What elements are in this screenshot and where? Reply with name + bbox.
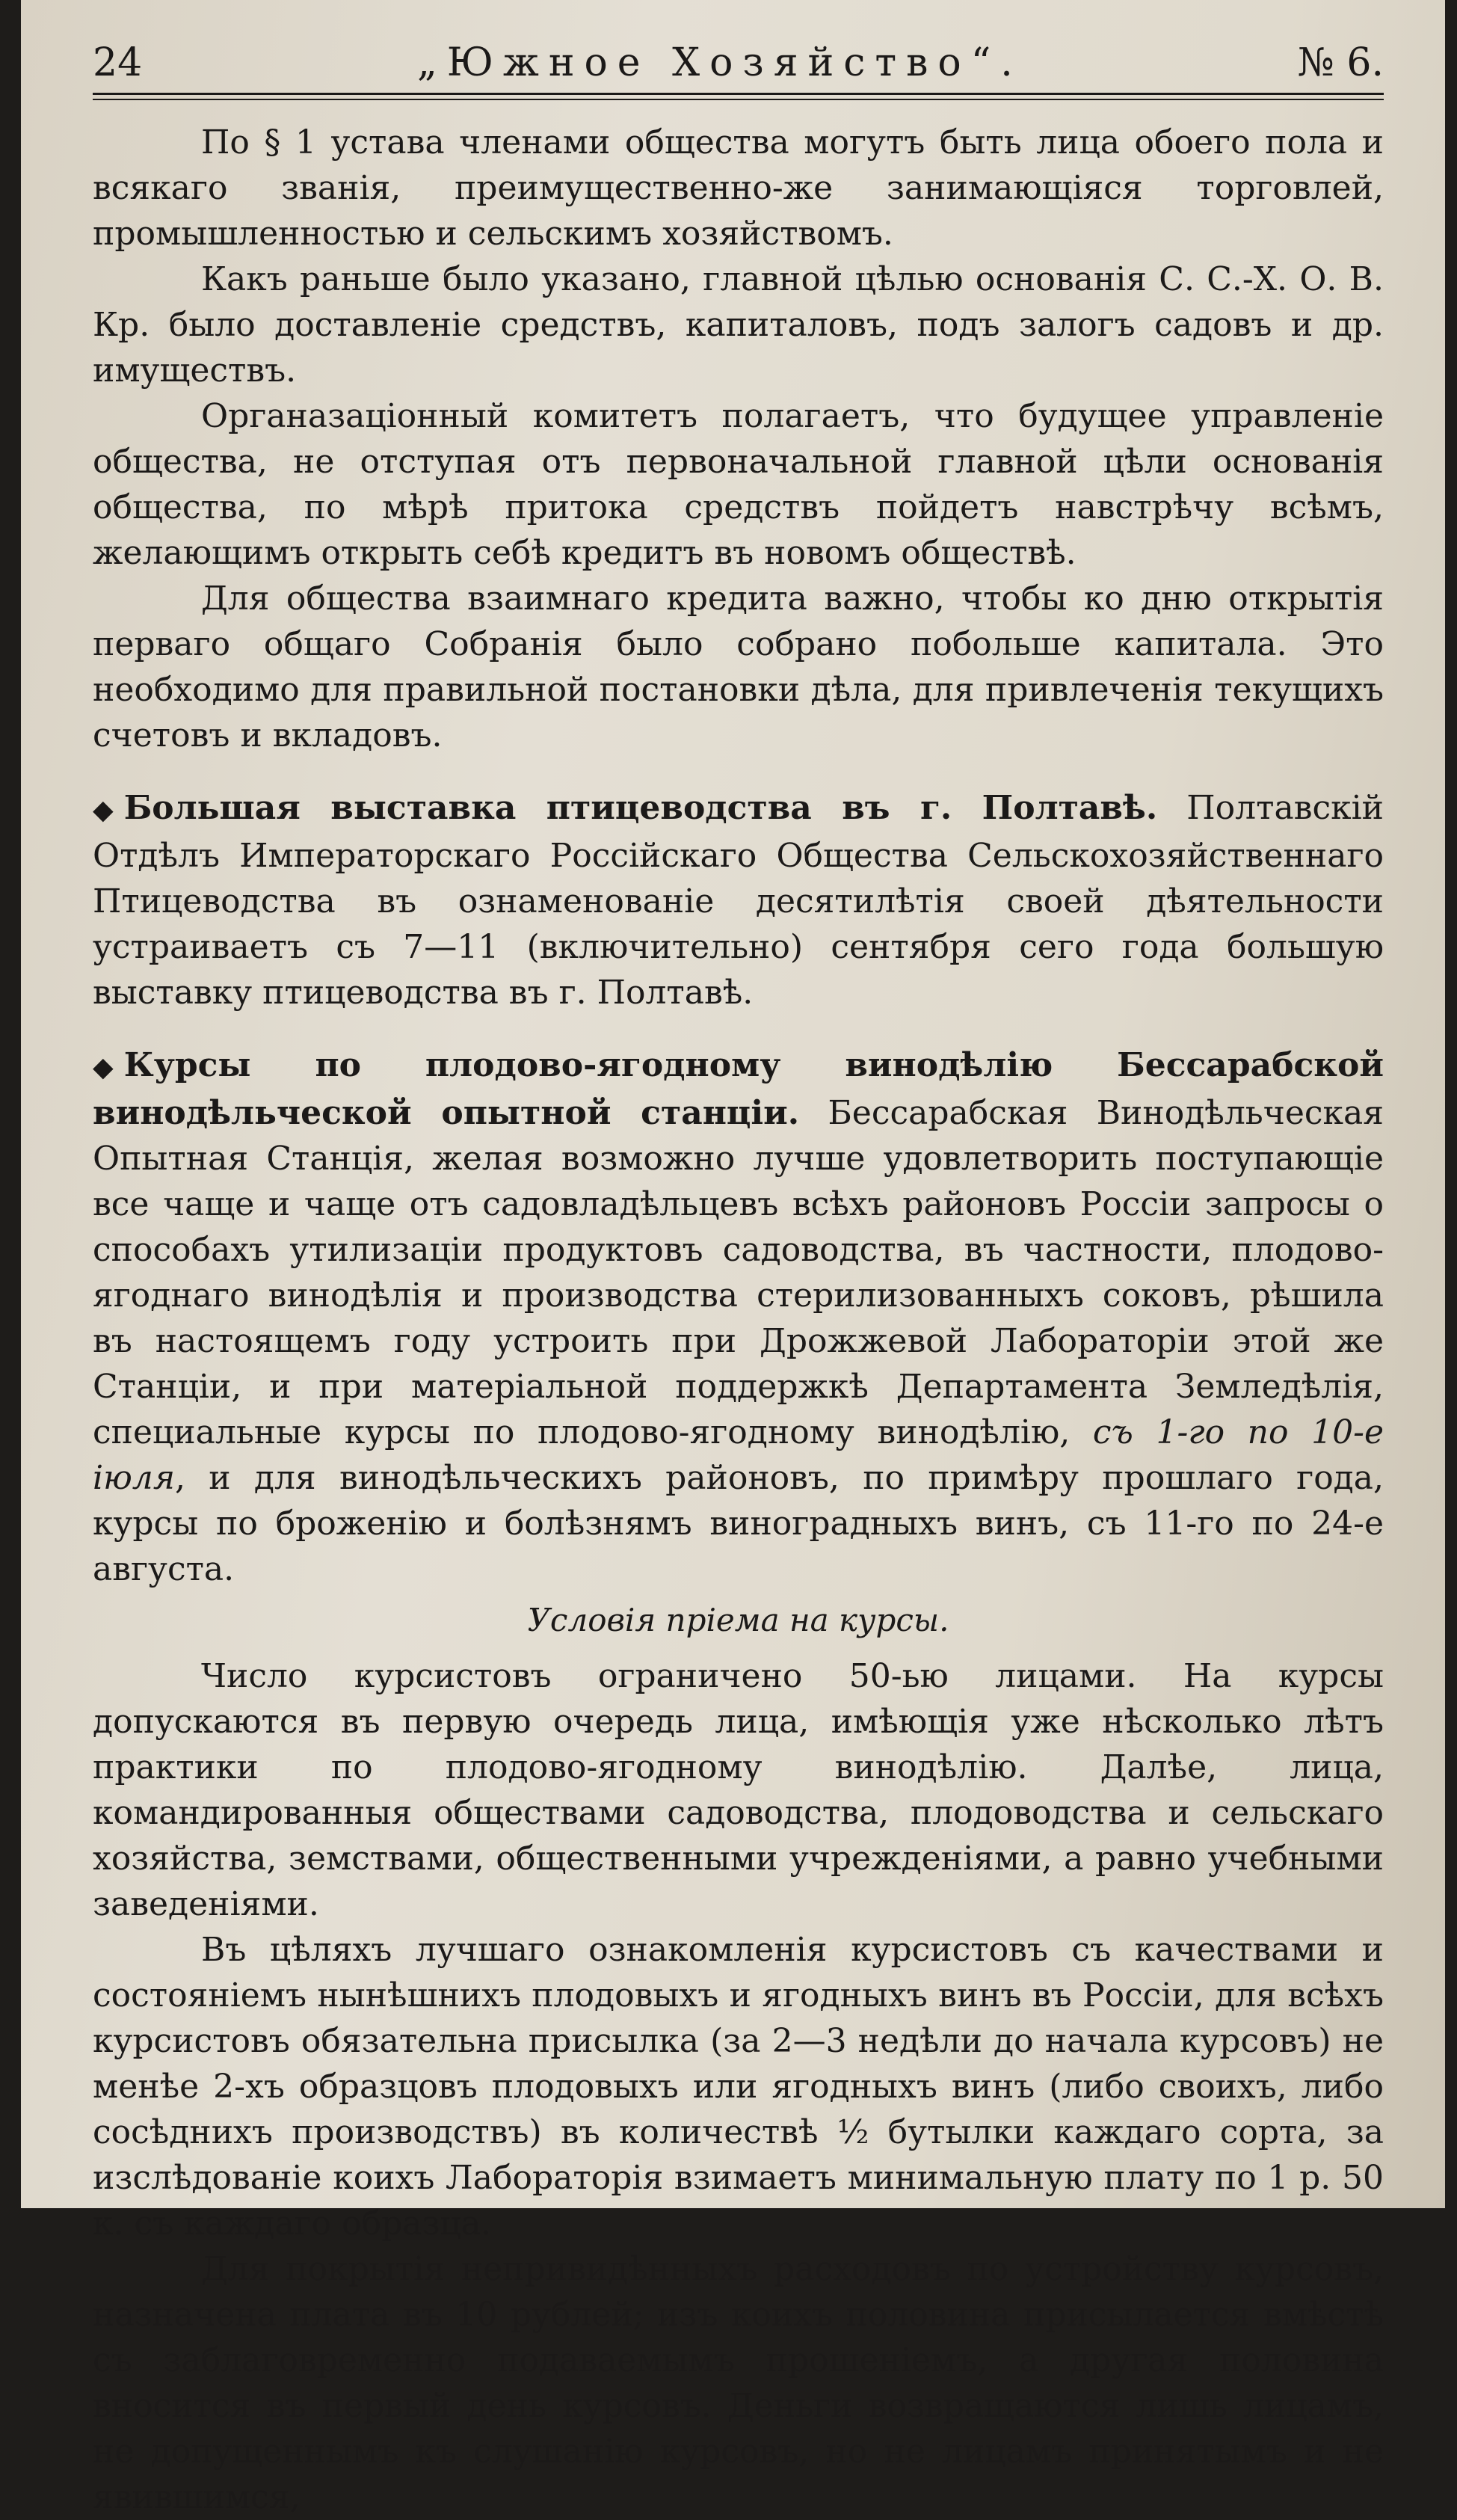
news-poultry-exhibition	[93, 785, 1384, 1015]
page-number: 24	[93, 40, 143, 85]
paragraph-enrollment: Число курсистовъ ограничено 50-ью лицами. На курсы допускаются въ первую очередь лица, имѣющія уже нѣсколько лѣтъ практики по плодово-ягодному винодѣлію. Далѣе, лица, командированныя обществами садоводства, плодоводства и сельскаго хозяйства, земствами, общественными учрежденіями, а равно учебными заведеніями.	[93, 1657, 1384, 1923]
paragraph-purpose: Какъ раньше было указано, главной цѣлью основанія С. С.-Х. О. В. Кр. было доставленіе средствъ, капиталовъ, подъ залогъ садовъ и др. имуществъ.	[93, 260, 1384, 390]
paragraph-samples: Въ цѣляхъ лучшаго ознакомленія курсистовъ съ качествами и состояніемъ нынѣшнихъ плодовыхъ и ягодныхъ винъ въ Россіи, для всѣхъ курсистовъ обязательна присылка (за 2—3 недѣли до начала курсовъ) не менѣе 2-хъ образцовъ плодовыхъ или ягодныхъ винъ (либо своихъ, либо сосѣднихъ производствъ) въ количествѣ ½ бутылки каждаго сорта, за изслѣдованіе коихъ Лабораторія взимаетъ минимальную плату по 1 р. 50 к. съ каждаго образца.	[93, 1931, 1384, 2243]
paragraph-capital: Для общества взаимнаго кредита важно, чтобы ко дню открытія перваго общаго Собранія было собрано побольше капитала. Это необходимо для правильной постановки дѣла, для привлеченія текущихъ счетовъ и вкладовъ.	[93, 580, 1384, 755]
news-poultry-heading: Большая выставка птицеводства въ г. Полтавѣ.	[123, 789, 1158, 827]
issue-number: № 6.	[1297, 40, 1384, 85]
conditions-subheading: Условія пріема на курсы.	[527, 1602, 949, 1638]
journal-page	[21, 0, 1445, 2516]
news-winemaking-courses	[93, 1042, 1384, 1592]
diamond-bullet-icon: ◆	[93, 1052, 114, 1083]
news-courses-dates: съ 1-го по 10-е іюля	[93, 1413, 1384, 1497]
paragraph-fees: Для покрытія непривидѣнныхъ расходовъ по устройству курсовъ, назначена плата въ 10 рублей; изъ коихъ половина присылается вмѣстѣ съ заблаговременно подаваемымъ прошеніемъ, а другая половина вносится въ первый день курсовъ. Деньги возвращаются лишь лицамъ, не допущеннымъ къ слушанію курсовъ, но не лицамъ принятымъ и не явившимся,	[93, 2250, 1384, 2516]
header-rule-thin	[93, 99, 1384, 100]
page-header	[93, 40, 1384, 93]
paragraph-committee: Органазаціонный комитетъ полагаетъ, что будущее управленіе общества, не отступая отъ первоначальной главной цѣли основанія общества, по мѣрѣ притока средствъ пойдетъ навстрѣчу всѣмъ, желающимъ открыть себѣ кредитъ въ новомъ обществѣ.	[93, 397, 1384, 572]
journal-title: „Южное Хозяйство“.	[416, 40, 1023, 85]
paragraph-membership: По § 1 устава членами общества могутъ быть лица обоего пола и всякаго званія, преимущественно-же занимающіяся торговлей, промышленностью и сельскимъ хозяйствомъ.	[93, 123, 1384, 253]
news-poultry-text: Полтавскій Отдѣлъ Императорскаго Россійскаго Общества Сельскохозяйственнаго Птицеводства въ ознаменованіе десятилѣтія своей дѣятельности устраиваетъ съ 7—11 (включительно) сентября сего года большую выставку птицеводства въ г. Полтавѣ.	[93, 789, 1384, 1012]
header-rule-thick	[93, 93, 1384, 95]
news-courses-heading: Курсы по плодово-ягодному винодѣлію Бессарабской винодѣльческой опытной станціи.	[93, 1046, 1384, 1132]
news-courses-text-b: , и для винодѣльческихъ районовъ, по примѣру прошлаго года, курсы по броженію и болѣзнямъ виноградныхъ винъ, съ 11-го по 24-е августа.	[93, 1459, 1384, 1588]
news-courses-text-a: Бессарабская Винодѣльческая Опытная Станція, желая возможно лучше удовлетворить поступающіе все чаще и чаще отъ садовладѣльцевъ всѣхъ районовъ Россіи запросы о способахъ утилизаціи продуктовъ садоводства, въ частности, плодово-ягоднаго винодѣлія и производства стерилизованныхъ соковъ, рѣшила въ настоящемъ году устроить при Дрожжевой Лабораторіи этой же Станціи, и при матеріальной поддержкѣ Департамента Земледѣлія, специальные курсы по плодово-ягодному винодѣлію,	[93, 1094, 1384, 1451]
diamond-bullet-icon: ◆	[93, 795, 114, 826]
